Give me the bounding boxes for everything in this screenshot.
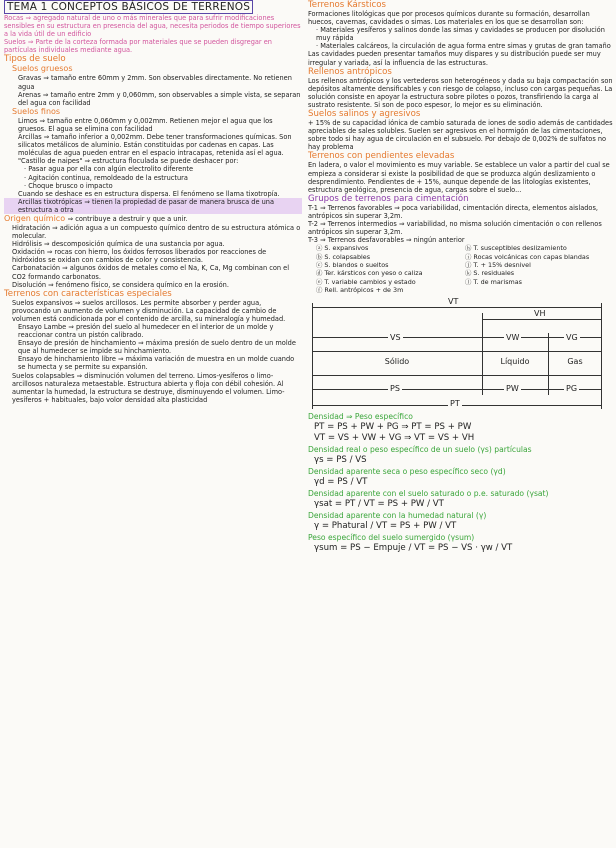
t3-list xyxy=(308,244,614,294)
t3-item: ⓕ Rell. antrópicos + de 3m xyxy=(316,286,404,295)
salinos-heading: Suelos salinos y agresivos xyxy=(308,109,421,120)
t3-item: ⓔ T. variable cambios y estado xyxy=(316,277,416,286)
formula-volumen-total: VT = VS + VW + VG ⇒ VT = VS + VH xyxy=(314,432,475,443)
salinos-def: + 15% de su capacidad iónica de cambio saturada de iones de sodio además de cantidades apreciables de sales solubles. Suelen ser agresivos en el hormigón de las cimentaciones, sobre todo si hay agua de circulación en el subsuelo. Por debajo de 0,002% de sulfatos no hay problema xyxy=(308,119,613,152)
suelos-gruesos-heading: Suelos gruesos xyxy=(12,64,73,74)
phase-diagram xyxy=(308,296,608,411)
p-parts-line xyxy=(312,389,602,390)
karsticos-heading: Terrenos Kársticos xyxy=(308,0,386,10)
oxidacion-def: Oxidación ⇒ rocas con hierro, los óxidos ferrosos liberados por reacciones de hidróxidos se oxidan con cambios de color y consistencia. xyxy=(12,248,267,265)
suelos-finos-heading: Suelos finos xyxy=(12,106,61,116)
t3-item: ⓚ S. residuales xyxy=(465,269,515,278)
t3-item: ⓒ S. blandos o sueltos xyxy=(316,261,389,270)
pendientes-heading: Terrenos con pendientes elevadas xyxy=(308,151,455,162)
solido-cell: Sólido xyxy=(384,356,410,366)
karsticos-end: Las cavidades pueden presentar tamaños muy dispares y su distribución puede ser muy irregular y variada, así la influencia de las estructuras. xyxy=(308,50,601,67)
formula-ys: γs = PS / VS xyxy=(314,454,367,465)
box-left xyxy=(312,303,313,409)
arcillas-bullet-2: · Agitación continua, remoldeado de la estructura xyxy=(24,173,188,182)
vh-label: VH xyxy=(534,308,546,318)
pendientes-def: En ladera, o valor el movimiento es muy variable. Se establece un valor a partir del cual se empieza a considerar si existe la posibilidad de que se produzca algún deslizamiento o desprendimiento. Pendientes de + 15%, aunque depende de las litologías existentes, estructura geológica, presencia de agua, cargas sobre el suelo... xyxy=(308,161,610,194)
formula-ysum: γsum = PS − Empuje / VT = PS − VS · γw / VT xyxy=(314,542,513,553)
vw-label: VW xyxy=(506,332,520,342)
colapsables-def: Suelos colapsables ⇒ disminución volumen del terreno. Limos-yesíferos o limo-arcillosos naturaleza metaestable. Estructura abierta y floja con débil cohesión. Al aumentar la humedad, la estructura se destruye, disminuyendo el volumen. Limo-yesíferos + habituales, bajo volor densidad alta plasticidad xyxy=(12,371,285,404)
arcillas-def: Arcillas ⇒ tamaño inferior a 0,002mm. Debe tener transformaciones químicas. Son silicatos metálicos de aluminio. Están constituidas por cadenas en capas. Las moléculas de agua pueden entrar en el espacio intracapas, retenida así el agua. "Castillo de naipes" ⇒ estructura floculada se puede deshacer por: xyxy=(18,133,292,166)
arcillas-cont: Cuando se deshace es en estructura dispersa. El fenómeno se llama tixotropía. xyxy=(18,189,280,198)
pg-label: PG xyxy=(566,383,578,393)
t3-item: ⓓ Ter. kársticos con yeso o caliza xyxy=(316,269,423,278)
grupo-t1: T-1 ⇒ Terrenos favorables ⇒ poca variabilidad, cimentación directa, elementos aislados, antrópicos sin superar 3,2m. xyxy=(308,203,598,220)
rellenos-heading: Rellenos antrópicos xyxy=(308,66,392,77)
peso-sumergido-label: Peso específico del suelo sumergido (γsum) xyxy=(308,532,475,542)
left-column xyxy=(4,0,302,404)
ensayo-lambe: Ensayo Lambe ⇒ presión del suelo al humedecer en el interior de un molde y reaccionar contra un pistón calibrado. xyxy=(18,323,274,340)
vt-line xyxy=(312,307,602,308)
densidad-saturada-label: Densidad aparente con el suelo saturado o p.e. saturado (γsat) xyxy=(308,488,549,498)
grupo-t3: T-3 ⇒ Terrenos desfavorables ⇒ ningún anterior xyxy=(308,236,465,245)
karsticos-bullet-2: · Materiales calcáreos, la circulación de agua forma entre simas y grutas de gran tamaño xyxy=(316,42,611,51)
vg-label: VG xyxy=(566,332,578,342)
karsticos-bullet-1: · Materiales yesíferos y salinos donde las simas y cavidades se producen por disolución muy rápida xyxy=(316,26,605,43)
formula-y: γ = Phatural / VT = PS + PW / VT xyxy=(314,520,457,531)
box-div1 xyxy=(482,313,483,395)
formula-peso-total: PT = PS + PW + PG ⇒ PT = PS + PW xyxy=(314,421,472,432)
suelos-def: Suelos ⇒ Parte de la corteza formada por materiales que se pueden disgregar en partículas individuales mediante agua. xyxy=(4,38,272,55)
right-column xyxy=(308,0,614,554)
ps-label: PS xyxy=(390,383,400,393)
box-top xyxy=(312,351,602,352)
hidrolisis-def: Hidrólisis ⇒ descomposición química de una sustancia por agua. xyxy=(12,240,225,249)
tipos-suelo-heading: Tipos de suelo xyxy=(4,54,66,65)
arcillas-bullet-3: · Choque brusco o impacto xyxy=(24,181,113,190)
rellenos-def: Los rellenos antrópicos y los vertederos son heterogéneos y dada su baja compactación son depósitos altamente densificables y con riesgo de colapso, incluso con cargas pequeñas. La solución consiste en apoyar la estructura sobre pilotes o pozos, transfiriendo la carga al sustrato resistente. Si son de poco espesor, lo mejor es su eliminación. xyxy=(308,76,613,109)
arcillas-bullet-1: · Pasar agua por ella con algún electrolito diferente xyxy=(24,165,194,174)
t3-item: ⓛ T. de marismas xyxy=(465,277,522,286)
limos-def: Limos ⇒ tamaño entre 0,060mm y 0,002mm. Retienen mejor el agua que los gruesos. El agua se elimina con facilidad xyxy=(18,116,273,133)
arenas-def: Arenas ⇒ tamaño entre 2mm y 0,060mm, son observables a simple vista, se separan del agua con facilidad xyxy=(18,90,301,107)
box-bottom xyxy=(312,375,602,376)
arcillas-tixotropicas: Arcillas tixotrópicas ⇒ tienen la propiedad de pasar de manera brusca de una estructura a otra xyxy=(4,198,302,214)
densidad-seca-label: Densidad aparente seca o peso específico seco (γd) xyxy=(308,466,506,476)
terrenos-especiales-heading: Terrenos con características especiales xyxy=(4,288,172,299)
t3-item: ⓐ S. expansivos xyxy=(316,244,369,253)
t3-item: ⓙ T. + 15% desnivel xyxy=(465,261,531,270)
box-right xyxy=(601,303,602,409)
hidratacion-def: Hidratación ⇒ adición agua a un compuesto químico dentro de su estructura atómica o molecular. xyxy=(12,223,301,241)
origen-quimico-row xyxy=(4,214,302,224)
grupo-t2: T-2 ⇒ Terrenos intermedios ⇒ variabilidad, no misma solución cimentación o con rellenos antrópicos sin superar 3,2m. xyxy=(308,219,602,237)
densidad-heading: Densidad ⇒ Peso específico xyxy=(308,411,413,421)
densidad-real-label: Densidad real o peso específico de un suelo (γs) partículas xyxy=(308,444,532,454)
origen-quimico-text: ⇒ contribuye a destruir y que a unir. xyxy=(67,214,188,223)
karsticos-def: Formaciones litológicas que por procesos químicos durante su formación, desarrollan huecos, cavernas, cavidades o simas. Los materiales en los que se desarrollan son: xyxy=(308,10,590,27)
t3-item: ⓗ T. susceptibles deslizamiento xyxy=(465,244,567,253)
vh-line xyxy=(482,319,602,320)
gas-cell: Gas xyxy=(567,356,583,366)
vt-label: VT xyxy=(448,296,459,306)
ensayo-presion-hinchamiento: Ensayo de presión de hinchamiento ⇒ máxima presión de suelo dentro de un molde que al humedecer se impide su hinchamiento. xyxy=(18,339,296,356)
page-title: TEMA 1 CONCEPTOS BÁSICOS DE TERRENOS xyxy=(4,0,302,14)
grupos-heading: Grupos de terrenos para cimentación xyxy=(308,193,469,204)
gravas-def: Gravas ⇒ tamaño entre 60mm y 2mm. Son observables directamente. No retienen agua xyxy=(18,74,292,91)
ensayo-hinchamiento-libre: Ensayo de hinchamiento libre ⇒ máxima variación de muestra en un molde cuando se humecta y se permite su expansión. xyxy=(18,355,295,372)
t3-item: ⓑ S. colapsables xyxy=(316,252,371,261)
pt-label: PT xyxy=(450,398,460,408)
formula-ysat: γsat = PT / VT = PS + PW / VT xyxy=(314,498,444,509)
pw-label: PW xyxy=(506,383,519,393)
disolucion-def: Disolución ⇒ fenómeno físico, se considera químico en la erosión. xyxy=(12,280,229,289)
expansivos-def: Suelos expansivos ⇒ suelos arcillosos. Les permite absorber y perder agua, provocando un aumento de volumen y disminución. La capacidad de cambio de volumen está condicionada por el contenido de arcilla, su mineralogía y humedad. xyxy=(12,298,286,323)
carbonatacion-def: Carbonatación ⇒ algunos óxidos de metales como el Na, K, Ca, Mg combinan con el CO2 formando carbonatos. xyxy=(12,264,290,281)
v-parts-line xyxy=(312,337,602,338)
densidad-natural-label: Densidad aparente con la humedad natural (γ) xyxy=(308,510,487,520)
vs-label: VS xyxy=(390,332,401,342)
origen-quimico-heading: Origen químico xyxy=(4,213,66,223)
rocas-def: Rocas ⇒ agregado natural de uno o más minerales que para sufrir modificaciones sensibles en su estructura en presencia del agua, necesita periodos de tiempo superiores a la vida útil de un edificio xyxy=(4,14,301,39)
formula-yd: γd = PS / VT xyxy=(314,476,368,487)
t3-item: ⓘ Rocas volcánicas con capas blandas xyxy=(465,252,590,261)
liquido-cell: Líquido xyxy=(500,356,530,366)
